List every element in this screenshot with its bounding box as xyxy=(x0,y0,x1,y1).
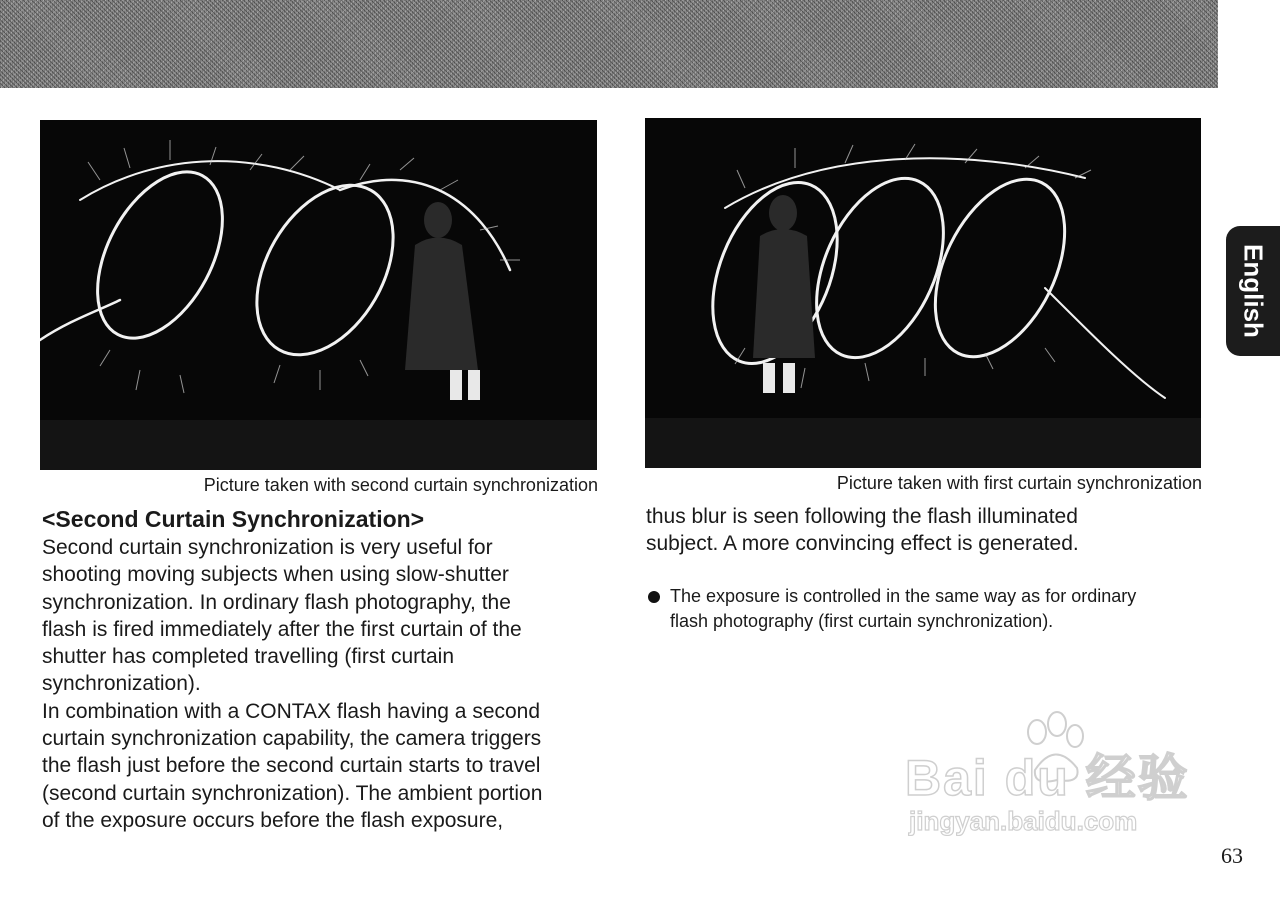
body-line: shooting moving subjects when using slow-shutter xyxy=(42,563,509,587)
bullet-line: flash photography (first curtain synchronization). xyxy=(670,611,1054,631)
photo-first-curtain xyxy=(645,118,1201,468)
watermark-url: jingyan.baidu.com xyxy=(909,806,1138,836)
body-line: (second curtain synchronization). The ambient portion xyxy=(42,781,543,805)
body-line: Second curtain synchronization is very useful for xyxy=(42,536,493,559)
body-line: synchronization). xyxy=(42,672,201,696)
watermark-brand: Bai du 经验 xyxy=(905,750,1190,806)
photo-second-curtain xyxy=(40,120,597,470)
body-line: shutter has completed travelling (first curtain xyxy=(42,645,455,669)
caption-second-curtain: Picture taken with second curtain synchronization xyxy=(203,475,598,495)
bullet-line: The exposure is controlled in the same way as for ordinary xyxy=(670,586,1137,606)
header-band xyxy=(0,0,1218,88)
body-line: subject. A more convincing effect is generated. xyxy=(646,532,1079,556)
page-number: 63 xyxy=(1221,843,1243,868)
body-line: flash is fired immediately after the first curtain of the xyxy=(42,617,522,641)
bullet-icon xyxy=(648,591,660,603)
body-line: of the exposure occurs before the flash exposure, xyxy=(42,808,504,832)
body-line: In combination with a CONTAX flash having a second xyxy=(42,699,541,723)
watermark xyxy=(905,710,1205,850)
body-text-right xyxy=(646,503,1079,558)
body-text-left xyxy=(42,534,542,834)
section-heading: <Second Curtain Synchronization> xyxy=(42,506,425,532)
body-line: synchronization. In ordinary flash photography, the xyxy=(42,590,511,614)
body-line: the flash just before the second curtain starts to travel xyxy=(42,754,541,778)
caption-first-curtain: Picture taken with first curtain synchronization xyxy=(836,473,1202,493)
language-tab-label: English xyxy=(1238,244,1269,338)
language-tab xyxy=(1226,226,1280,356)
body-line: thus blur is seen following the flash illuminated xyxy=(646,505,1078,528)
body-line: curtain synchronization capability, the camera triggers xyxy=(42,727,542,751)
bullet-text xyxy=(670,584,1136,634)
